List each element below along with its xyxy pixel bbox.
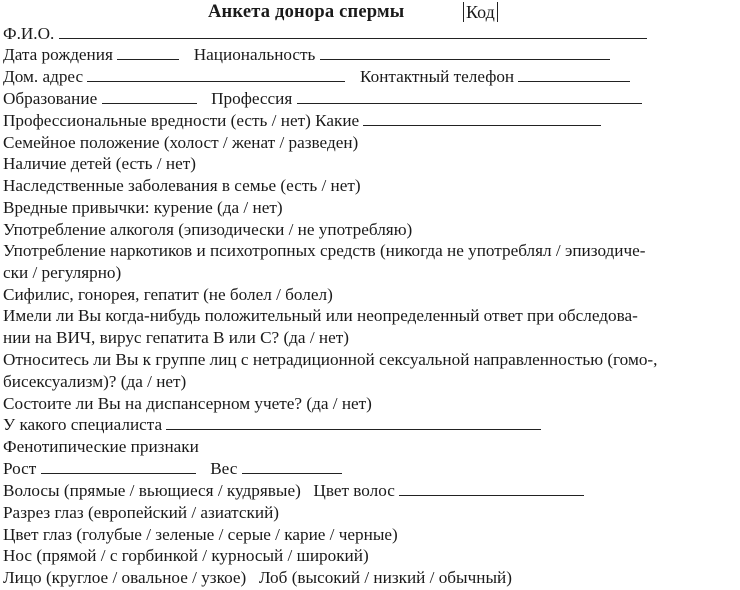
- address-label: Дом. адрес: [3, 67, 84, 86]
- row-orientation-1: [3, 349, 657, 371]
- row-eye-color: [3, 524, 398, 546]
- address-blank[interactable]: [87, 66, 345, 82]
- row-hereditary: [3, 175, 361, 197]
- row-drugs-2: [3, 262, 121, 284]
- profession-blank[interactable]: [297, 88, 642, 104]
- row-phenotype: [3, 436, 199, 458]
- row-hiv-2: [3, 327, 349, 349]
- row-std: [3, 284, 333, 306]
- height-label: Рост: [3, 459, 37, 478]
- alcohol-text: Употребление алкоголя (эпизодически / не употребляю): [3, 220, 413, 239]
- hair-color-label: Цвет волос: [313, 481, 395, 500]
- row-hiv-1: [3, 305, 638, 327]
- drugs-text-2: ски / регулярно): [3, 263, 122, 282]
- row-specialist: [3, 414, 541, 436]
- row-birth-nationality: [3, 44, 610, 66]
- row-occupational-hazards: [3, 110, 601, 132]
- row-orientation-2: [3, 371, 186, 393]
- hereditary-text: Наследственные заболевания в семье (есть / нет): [3, 176, 361, 195]
- eye-shape-text: Разрез глаз (европейский / азиатский): [3, 503, 280, 522]
- nationality-blank[interactable]: [320, 44, 610, 60]
- fio-blank[interactable]: [59, 23, 647, 39]
- birth-date-blank[interactable]: [117, 44, 179, 60]
- phone-label: Контактный телефон: [360, 67, 515, 86]
- orientation-text-2: бисексуализм)? (да / нет): [3, 372, 187, 391]
- row-face-forehead: [3, 567, 512, 589]
- row-hair: [3, 480, 584, 502]
- page-title: Анкета донора спермы: [208, 2, 405, 22]
- children-text: Наличие детей (есть / нет): [3, 154, 196, 173]
- std-text: Сифилис, гонорея, гепатит (не болел / болел): [3, 285, 333, 304]
- row-height-weight: [3, 458, 342, 480]
- occupational-hazards-label: Профессиональные вредности (есть / нет) Какие: [3, 111, 360, 130]
- hiv-text-2: нии на ВИЧ, вирус гепатита В или С? (да / нет): [3, 328, 349, 347]
- education-blank[interactable]: [102, 88, 197, 104]
- nationality-label: Национальность: [193, 45, 316, 64]
- phone-blank[interactable]: [518, 66, 630, 82]
- eye-color-text: Цвет глаз (голубые / зеленые / серые / карие / черные): [3, 525, 398, 544]
- hiv-text-1: Имели ли Вы когда-нибудь положительный или неопределенный ответ при обследова-: [3, 306, 638, 325]
- row-dispensary: [3, 393, 372, 415]
- education-label: Образование: [3, 89, 98, 108]
- row-education-profession: [3, 88, 642, 110]
- row-alcohol: [3, 219, 412, 241]
- profession-label: Профессия: [211, 89, 293, 108]
- occupational-hazards-blank[interactable]: [363, 110, 601, 126]
- marital-status-text: Семейное положение (холост / женат / разведен): [3, 133, 359, 152]
- specialist-blank[interactable]: [166, 414, 541, 430]
- nose-text: Нос (прямой / с горбинкой / курносый / широкий): [3, 546, 369, 565]
- hair-color-blank[interactable]: [399, 480, 584, 496]
- weight-blank[interactable]: [242, 458, 342, 474]
- specialist-label: У какого специалиста: [3, 415, 163, 434]
- drugs-text-1: Употребление наркотиков и психотропных средств (никогда не употреблял / эпизодиче-: [3, 241, 646, 260]
- bad-habits-text: Вредные привычки: курение (да / нет): [3, 198, 283, 217]
- height-blank[interactable]: [41, 458, 196, 474]
- code-label: Код: [466, 2, 495, 22]
- row-fio: [3, 23, 647, 45]
- row-nose: [3, 545, 369, 567]
- row-bad-habits: [3, 197, 283, 219]
- code-field[interactable]: [463, 2, 498, 22]
- birth-date-label: Дата рождения: [3, 45, 113, 64]
- weight-label: Вес: [210, 459, 238, 478]
- dispensary-text: Состоите ли Вы на диспансерном учете? (да / нет): [3, 394, 372, 413]
- hair-label: Волосы (прямые / вьющиеся / кудрявые): [3, 481, 301, 500]
- orientation-text-1: Относитесь ли Вы к группе лиц с нетрадиционной сексуальной направленностью (гомо-,: [3, 350, 658, 369]
- row-eye-shape: [3, 502, 279, 524]
- row-marital-status: [3, 132, 358, 154]
- row-children: [3, 153, 196, 175]
- header: [0, 2, 740, 24]
- face-text: Лицо (круглое / овальное / узкое): [3, 568, 247, 587]
- phenotype-heading: Фенотипические признаки: [3, 437, 199, 456]
- forehead-text: Лоб (высокий / низкий / обычный): [258, 568, 512, 587]
- row-drugs-1: [3, 240, 645, 262]
- row-address-phone: [3, 66, 630, 88]
- fio-label: Ф.И.О.: [3, 24, 55, 43]
